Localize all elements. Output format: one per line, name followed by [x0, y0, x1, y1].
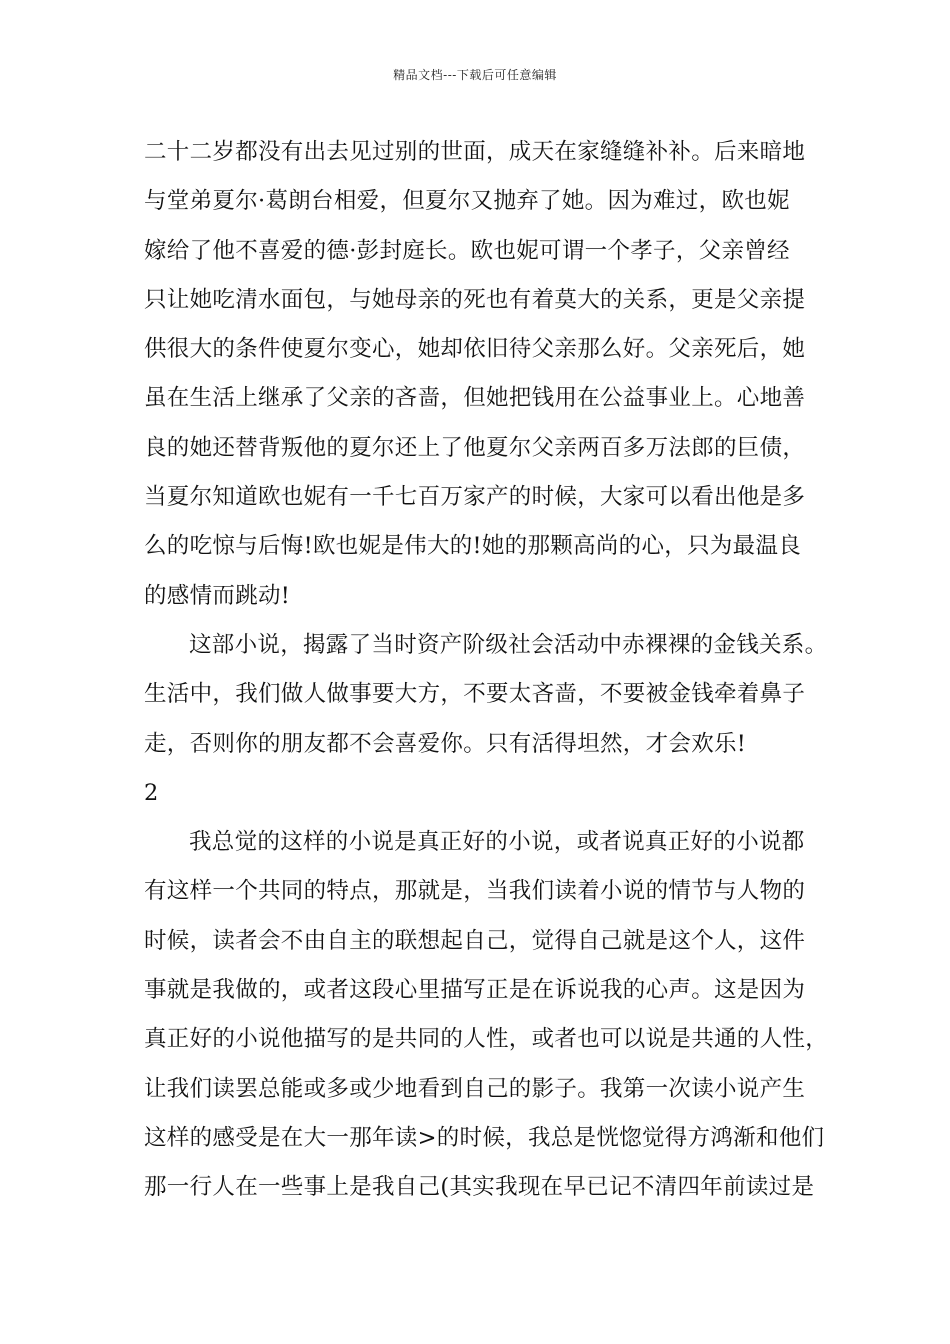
text-line: 的感情而跳动!	[144, 582, 291, 609]
text-line: 生活中，我们做人做事要大方，不要太吝啬，不要被金钱牵着鼻子	[144, 681, 806, 708]
text-line: 虽在生活上继承了父亲的吝啬，但她把钱用在公益事业上。心地善	[144, 385, 806, 412]
text-line: 2	[144, 779, 159, 806]
text-line: 只让她吃清水面包，与她母亲的死也有着莫大的关系，更是父亲提	[144, 286, 806, 313]
text-line: 真正好的小说他描写的是共同的人性，或者也可以说是共通的人性，	[144, 1026, 829, 1053]
text-line: 当夏尔知道欧也妮有一千七百万家产的时候，大家可以看出他是多	[144, 484, 806, 511]
text-line: 二十二岁都没有出去见过别的世面，成天在家缝缝补补。后来暗地	[144, 139, 806, 165]
text-line: 有这样一个共同的特点，那就是，当我们读着小说的情节与人物的	[144, 878, 806, 905]
text-line: 我总觉的这样的小说是真正好的小说，或者说真正好的小说都	[189, 829, 805, 856]
text-line: 这样的感受是在大一那年读>的时候，我总是恍惚觉得方鸿渐和他们	[144, 1124, 825, 1151]
text-line: 这部小说，揭露了当时资产阶级社会活动中赤裸裸的金钱关系。	[189, 631, 828, 658]
document-body	[144, 128, 829, 1213]
text-line: 良的她还替背叛他的夏尔还上了他夏尔父亲两百多万法郎的巨债，	[144, 434, 806, 461]
text-line: 让我们读罢总能或多或少地看到自己的影子。我第一次读小说产生	[144, 1075, 806, 1102]
text-line: 走，否则你的朋友都不会喜爱你。只有活得坦然，才会欢乐!	[144, 730, 747, 757]
text-line: 嫁给了他不喜爱的德·彭封庭长。欧也妮可谓一个孝子，父亲曾经	[144, 237, 790, 264]
text-line: 供很大的条件使夏尔变心，她却依旧待父亲那么好。父亲死后，她	[144, 336, 806, 363]
text-line: 时候，读者会不由自主的联想起自己，觉得自己就是这个人，这件	[144, 927, 806, 954]
text-line: 与堂弟夏尔·葛朗台相爱，但夏尔又抛弃了她。因为难过，欧也妮	[144, 188, 790, 215]
text-line: 么的吃惊与后悔!欧也妮是伟大的!她的那颗高尚的心，只为最温良	[144, 533, 802, 560]
text-line: 事就是我做的，或者这段心里描写正是在诉说我的心声。这是因为	[144, 977, 806, 1004]
text-line: 那一行人在一些事上是我自己(其实我现在早已记不清四年前读过是	[144, 1174, 815, 1201]
page-header: 精品文档---下载后可任意编辑	[393, 68, 557, 82]
